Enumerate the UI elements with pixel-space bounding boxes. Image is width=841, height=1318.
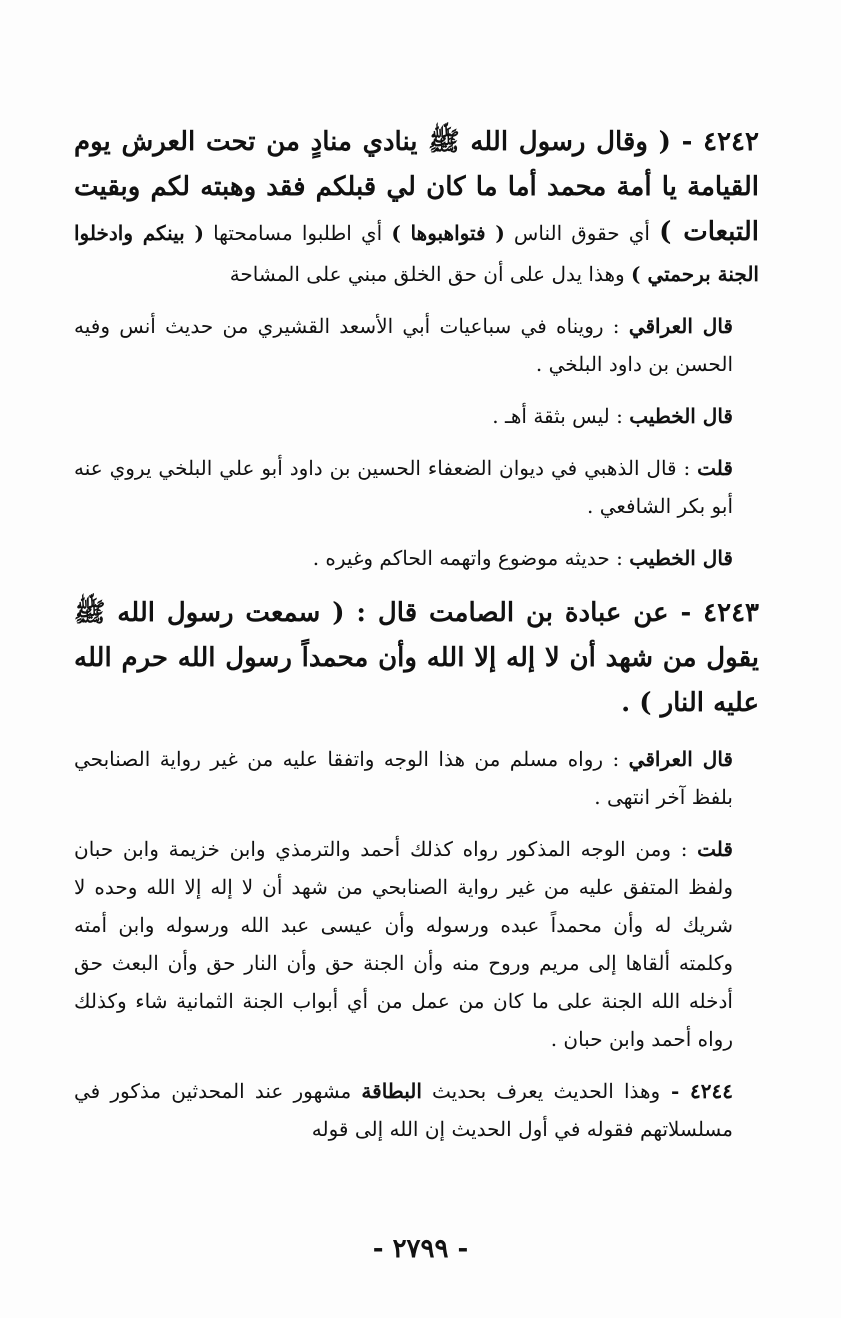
- speaker-label: قلت: [697, 456, 733, 480]
- comment-text: : ومن الوجه المذكور رواه كذلك أحمد والترمذي وابن خزيمة وابن حبان ولفظ المتفق عليه من غير رواية الصنابحي من شهد أن لا إله إلا الله وحده لا شريك له وأن محمداً عبده ورسوله وأن عيسى عبد الله ورسوله وابن أمته وكلمته ألقاها إلى مريم وروح منه وأن الجنة حق وأن النار حق وأن البعث حق أدخله الله الجنة على ما كان من عمل من أي أبواب الجنة الثمانية شاء وكذلك رواه أحمد وابن حبان .: [74, 837, 733, 1051]
- entry-dash: -: [670, 127, 704, 157]
- hadith-text: ( سمعت رسول الله ﷺ يقول من شهد أن لا إله إلا الله وأن محمداً رسول الله حرم الله عليه النار ) .: [74, 598, 759, 718]
- paragraph: [74, 591, 759, 726]
- hadith-intro: عن عبادة بن الصامت قال :: [344, 598, 669, 628]
- entry-dash: -: [660, 1079, 691, 1103]
- khatib-comment-1: [74, 397, 759, 435]
- paragraph: [74, 1072, 733, 1148]
- commentary: أي حقوق الناس: [504, 221, 660, 245]
- speaker-label: قلت: [697, 837, 733, 861]
- entry-dash: -: [668, 598, 704, 628]
- commentary: وهذا يدل على أن حق الخلق مبني على المشاحة: [229, 262, 632, 286]
- khatib-comment-2: [74, 539, 759, 577]
- comment-text: : قال الذهبي في ديوان الضعفاء الحسين بن داود أبو علي البلخي يروي عنه أبو بكر الشافعي .: [74, 456, 733, 518]
- author-note-1: [74, 449, 759, 525]
- paragraph: [74, 120, 759, 293]
- paragraph: [74, 307, 733, 383]
- hadith-entry-4242: [74, 120, 759, 293]
- entry-number: ٤٢٤٤: [690, 1079, 733, 1103]
- highlighted-term: البطاقة: [361, 1079, 422, 1103]
- speaker-label: قال الخطيب: [629, 546, 733, 570]
- comment-text: : حديثه موضوع واتهمه الحاكم وغيره .: [312, 546, 630, 570]
- author-note-2: [74, 830, 759, 1058]
- entry-number: ٤٢٤٣: [703, 598, 759, 628]
- iraqi-comment-1: [74, 307, 759, 383]
- comment-text: : ليس بثقة أهـ .: [492, 404, 630, 428]
- speaker-label: قال العراقي: [628, 747, 733, 771]
- speaker-label: قال الخطيب: [629, 404, 733, 428]
- hadith-text: ( وقال رسول الله ﷺ ينادي منادٍ من تحت العرش يوم القيامة يا أمة محمد أما ما كان لي قبلكم فقد وهبته لكم وبقيت التبعات ): [74, 127, 760, 247]
- paragraph: [74, 397, 733, 435]
- entry-text: وهذا الحديث يعرف بحديث: [421, 1079, 661, 1103]
- page-number: - ٢٧٩٩ -: [372, 1234, 469, 1264]
- paragraph: [74, 539, 733, 577]
- paragraph: [74, 830, 733, 1058]
- hadith-entry-4244: [74, 1072, 759, 1148]
- hadith-entry-4243: [74, 591, 759, 726]
- paragraph: [74, 449, 733, 525]
- entry-number: ٤٢٤٢: [703, 127, 759, 157]
- quoted-phrase: ( بينكم وادخلوا الجنة برحمتي ): [74, 221, 759, 286]
- iraqi-comment-2: [74, 740, 759, 816]
- comment-text: : رواه مسلم من هذا الوجه واتفقا عليه من غير رواية الصنابحي بلفظ آخر انتهى .: [74, 747, 733, 809]
- paragraph: [74, 740, 733, 816]
- entry-text: مشهور عند المحدثين مذكور في مسلسلاتهم فقوله في أول الحديث إن الله إلى قوله: [74, 1079, 733, 1141]
- comment-text: : رويناه في سباعيات أبي الأسعد القشيري من حديث أنس وفيه الحسن بن داود البلخي .: [74, 314, 733, 376]
- commentary: أي اطلبوا مسامحتها: [203, 221, 392, 245]
- quoted-phrase: ( فتواهبوها ): [391, 221, 505, 245]
- speaker-label: قال العراقي: [628, 314, 733, 338]
